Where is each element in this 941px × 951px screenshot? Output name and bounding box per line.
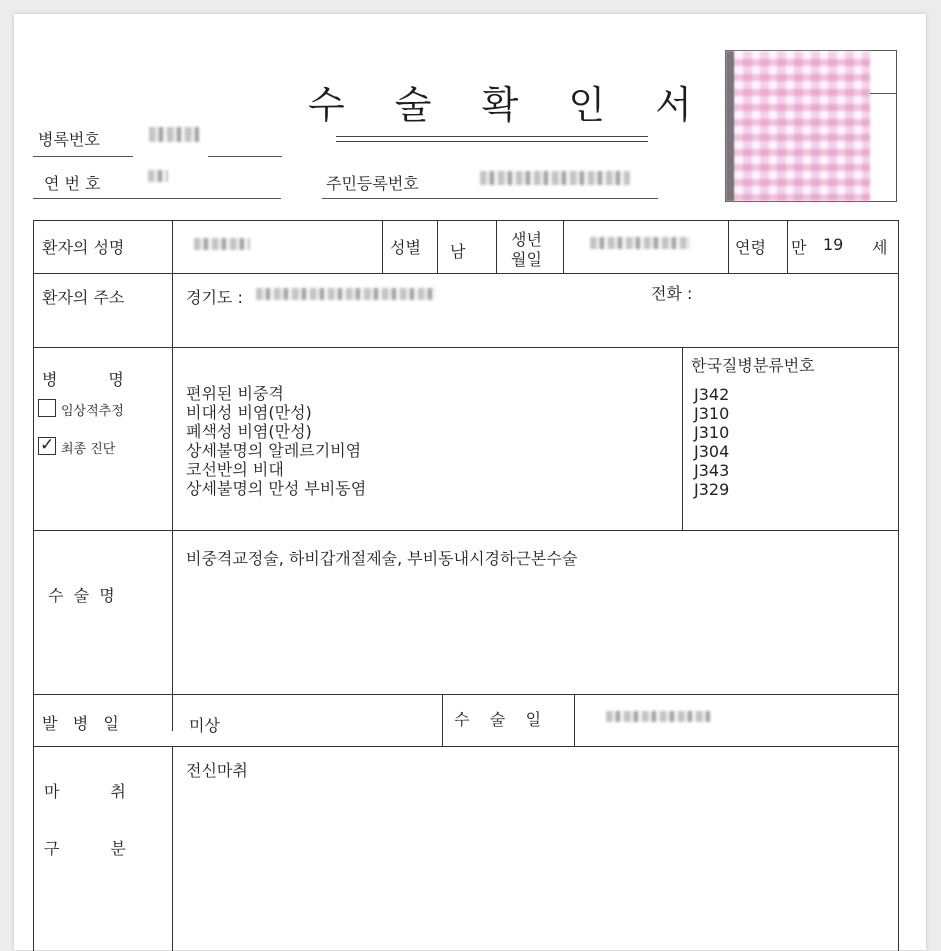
anesthesia-label-1: 마 취 [44,782,126,801]
diagnosis-name: 상세불명의 알레르기비염 [186,441,362,460]
label-column-divider [172,221,173,731]
serial-no-underline [33,198,281,199]
surgery-name-label: 수 술 명 [48,586,115,605]
surgery-names: 비중격교정술, 하비갑개절제술, 부비동내시경하근본수술 [186,549,578,568]
disease-code-header: 한국질병분류번호 [691,356,815,375]
photo-edge [726,51,734,201]
patient-name-label: 환자의 성명 [42,238,125,257]
age-value: 19 [823,235,844,254]
disease-code: J329 [694,480,730,499]
label-column-divider-lower [172,746,173,951]
age-label: 연령 [735,238,766,257]
col-divider [437,221,438,273]
resident-no-label: 주민등록번호 [326,174,419,193]
disease-code: J342 [694,385,730,404]
address-label: 환자의 주소 [42,288,125,307]
age-prefix: 만 [791,238,807,257]
code-column-divider [682,347,683,530]
col-divider [382,221,383,273]
document-title: 수 술 확 인 서 [308,83,711,127]
record-no-underline [33,156,133,157]
col-divider [787,221,788,273]
diagnosis-name: 비대성 비염(만성) [186,403,312,422]
diagnosis-name: 상세불명의 만성 부비동염 [186,479,367,498]
document-page [14,14,926,950]
sex-value: 남 [450,242,466,261]
surgery-date-label: 수 술 일 [454,710,542,729]
record-no-redacted [149,127,199,142]
birth-label-line2: 월일 [511,250,542,269]
col-divider [496,221,497,273]
address-prefix: 경기도 : [186,288,243,307]
resident-no-underline [322,198,658,199]
sex-label: 성별 [390,238,421,257]
resident-no-redacted [480,171,630,185]
disease-code: J310 [694,404,730,423]
record-no-label: 병록번호 [38,130,100,149]
row-divider [34,530,898,531]
diagnosis-name: 편위된 비중격 [186,384,284,403]
record-no-underline-2 [208,156,282,157]
diagnosis-label: 병 명 [42,370,124,389]
birth-label-line1: 생년 [511,230,542,249]
col-divider [442,694,443,746]
title-underline-bottom [336,141,648,142]
diagnosis-name: 폐색성 비염(만성) [186,422,312,441]
patient-name-redacted [194,238,250,250]
anesthesia-value: 전신마취 [186,761,248,780]
col-divider [563,221,564,273]
surgery-date-redacted [606,711,710,722]
diagnosis-name: 코선반의 비대 [186,460,284,479]
clinical-estimate-label: 임상적추정 [61,404,124,419]
row-divider [34,273,898,274]
anesthesia-label-2: 구 분 [44,839,126,858]
final-diagnosis-label: 최종 진단 [61,442,116,457]
diagnosis-names [186,384,366,498]
age-suffix: 세 [872,238,888,257]
form-table [33,220,899,951]
address-redacted [256,288,436,300]
photo-stamp-area [725,50,897,202]
disease-code: J310 [694,423,730,442]
row-divider [34,746,898,747]
stamp-image-redacted [726,51,870,201]
onset-date-label: 발 병 일 [42,714,119,733]
clinical-estimate-checkbox[interactable] [38,399,56,417]
onset-date-value: 미상 [189,716,220,735]
disease-codes [694,385,729,499]
photo-divider [870,93,896,94]
disease-code: J304 [694,442,730,461]
col-divider [574,694,575,746]
col-divider [728,221,729,273]
title-underline-top [336,136,648,137]
checkmark-icon: ✓ [40,435,55,455]
final-diagnosis-checkbox[interactable] [38,437,56,455]
birth-date-redacted [590,237,690,249]
serial-no-redacted [148,170,168,182]
serial-no-label: 연 번 호 [44,174,101,193]
disease-code: J343 [694,461,730,480]
row-divider [34,694,898,695]
phone-label: 전화 : [651,284,693,303]
row-divider [34,347,898,348]
